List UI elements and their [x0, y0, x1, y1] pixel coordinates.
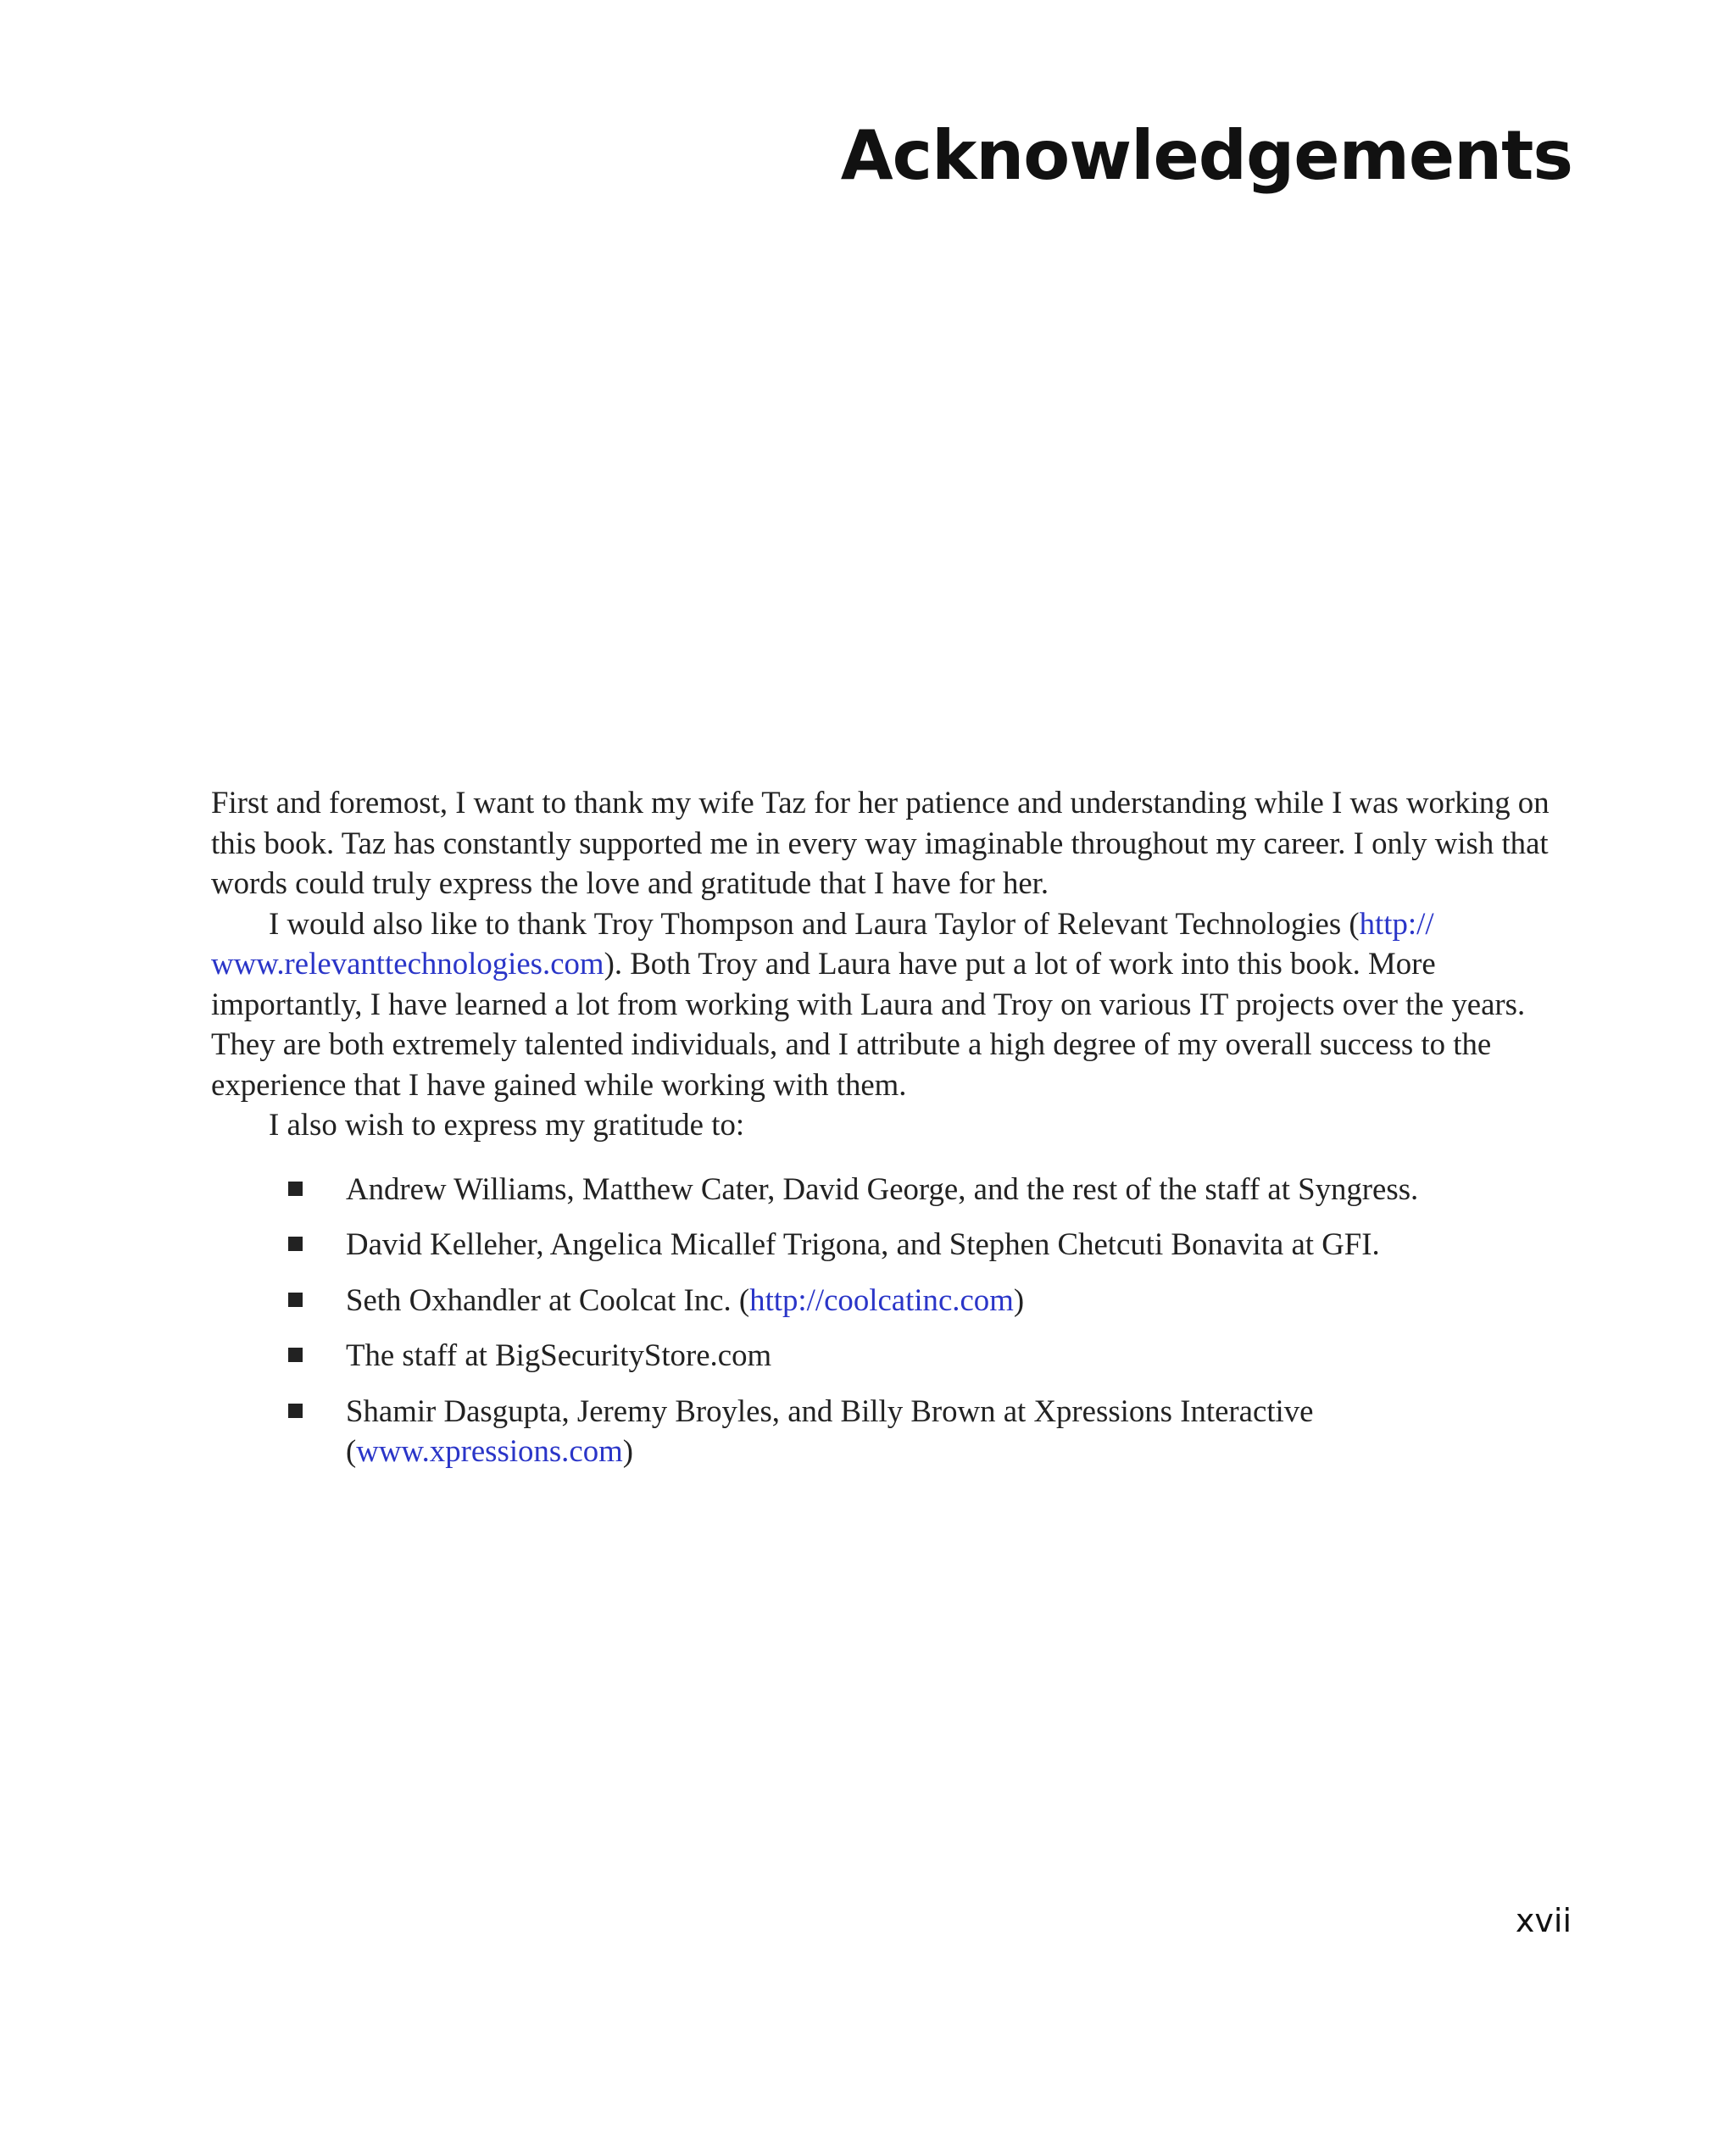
- list-item: [211, 1335, 1577, 1376]
- paragraph-text: I would also like to thank Troy Thompson and Laura Taylor of Relevant Technologies (: [269, 905, 1360, 941]
- paragraph-thanks-relevant: [211, 904, 1577, 1105]
- square-bullet-icon: [288, 1404, 303, 1418]
- gratitude-list: [211, 1169, 1577, 1471]
- body-text: [211, 782, 1577, 1487]
- page-number: xvii: [1515, 1902, 1572, 1939]
- list-item: [211, 1280, 1577, 1321]
- square-bullet-icon: [288, 1293, 303, 1307]
- square-bullet-icon: [288, 1348, 303, 1362]
- list-item: [211, 1391, 1577, 1471]
- list-item-text: Andrew Williams, Matthew Cater, David George, and the rest of the staff at Syngress.: [346, 1171, 1419, 1206]
- list-item-text: David Kelleher, Angelica Micallef Trigona, and Stephen Chetcuti Bonavita at GFI.: [346, 1226, 1380, 1261]
- list-item: [211, 1169, 1577, 1210]
- list-item: [211, 1224, 1577, 1265]
- list-item-text: The staff at BigSecurityStore.com: [346, 1337, 772, 1372]
- list-item-text: Seth Oxhandler at Coolcat Inc. (: [346, 1282, 750, 1317]
- page-title: Acknowledgements: [840, 116, 1572, 195]
- list-item-text: ): [1013, 1282, 1025, 1317]
- list-item-text: Shamir Dasgupta, Jeremy Broyles, and Billy Brown at Xpressions Interactive (: [346, 1393, 1314, 1468]
- paragraph-gratitude-intro: I also wish to express my gratitude to:: [269, 1107, 745, 1142]
- paragraph-text: ). Both Troy and Laura have put a lot of work into this book. More importantly, I have learned a lot from working with Laura and Troy on various IT projects over the years. They are both extremely talented individuals, and I attribute a high degree of my overall success to the experience that I have gained while working with them.: [211, 946, 1526, 1102]
- coolcat-link[interactable]: http://coolcatinc.com: [749, 1282, 1014, 1317]
- list-item-text: ): [622, 1433, 633, 1468]
- relevant-technologies-link[interactable]: http:// www.relevanttechnologies.com: [211, 905, 1434, 981]
- xpressions-link[interactable]: www.xpressions.com: [356, 1433, 623, 1468]
- square-bullet-icon: [288, 1182, 303, 1196]
- paragraph-intro: First and foremost, I want to thank my wife Taz for her patience and understanding while I was working on this book. Taz has constantly supported me in every way imaginable throughout my career. I only wish that words could truly express the love and gratitude that I have for her.: [211, 785, 1550, 900]
- square-bullet-icon: [288, 1237, 303, 1251]
